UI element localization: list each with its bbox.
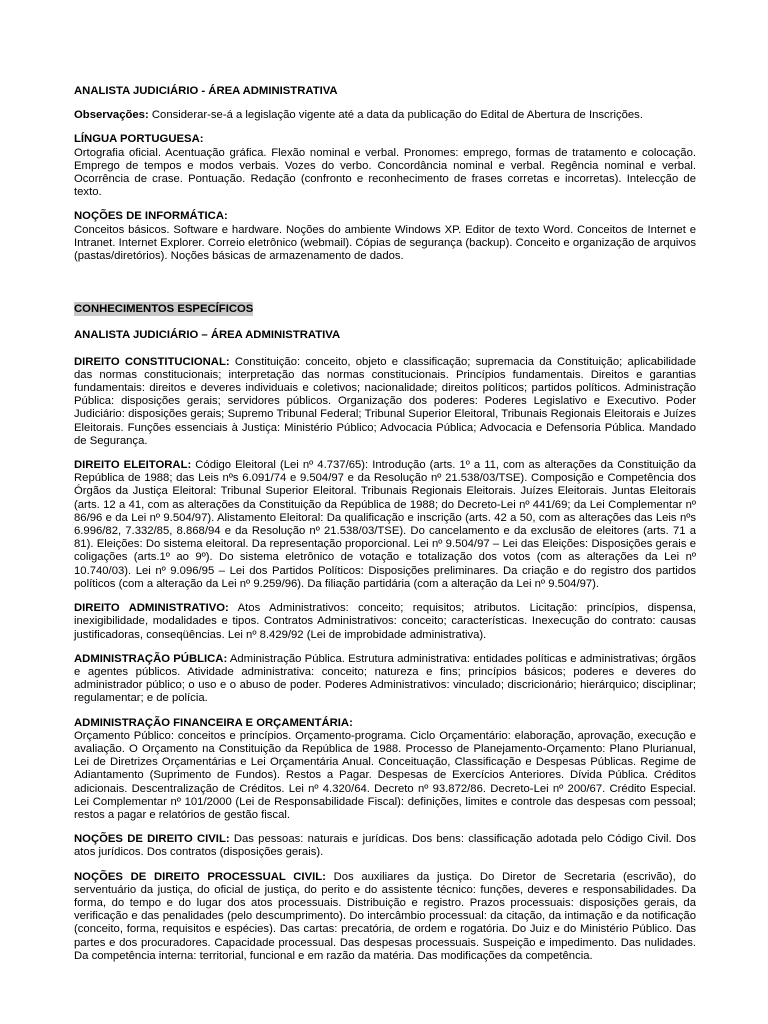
direito-administrativo-block (74, 602, 696, 642)
direito-eleitoral-block (74, 459, 696, 591)
direito-administrativo-text: Atos Administrativos: conceito; requisitos; atributos. Licitação: princípios, dispensa, inexigibilidade, modalidades e tipos. Contratos Administrativos: conceito; características. Inexecução do contrato: causas justificadoras, conseqüências. Lei nº 8.429/92 (Lei de improbidade administrativa). (74, 602, 696, 641)
direito-constitucional-block (74, 356, 696, 448)
direito-processual-civil-block (74, 871, 696, 963)
conhecimentos-highlight: CONHECIMENTOS ESPECÍFICOS (74, 303, 254, 316)
administracao-publica-text: Administração Pública. Estrutura administrativa: entidades políticas e administrativas; órgãos e agentes públicos. Atividade administrativa: conceito; natureza e fins; princípios básicos; poderes e deveres do administrador público; o uso e o abuso de poder. Poderes Administrativos: vinculado; discricionário; hierárquico; disciplinar; regulamentar; e de polícia. (74, 652, 696, 705)
direito-processual-civil-text: Dos auxiliares da justiça. Do Diretor de Secretaria (escrivão), do serventuário da justiça, do oficial de justiça, do perito e do assistente técnico: funções, deveres e responsabilidades. Da forma, do tempo e do lugar dos atos processuais. Distribuição e registro. Prazos processuais: disposições gerais, da verificação e das penalidades (pelo descumprimento). Do intercâmbio processual: da citação, da intimação e da notificação (conceito, forma, requisitos e espécies). Das cartas: precatória, de ordem e rogatória. Do Juiz e do Ministério Público. Das partes e dos procuradores. Capacidade processual. Das despesas processuais. Suspeição e impedimento. Das nulidades. Da competência interna: territorial, funcional e em razão da matéria. Das modificações da competência. (74, 870, 696, 962)
direito-civil-text: Das pessoas: naturais e jurídicas. Dos bens: classificação adotada pelo Código Civil. Dos atos jurídicos. Dos contratos (disposições gerais). (74, 833, 696, 859)
administracao-publica-block (74, 653, 696, 706)
lingua-heading: LÍNGUA PORTUGUESA: (74, 133, 204, 146)
administracao-publica-label: ADMINISTRAÇÃO PÚBLICA: (74, 652, 228, 665)
administracao-financeira-text: Orçamento Público: conceitos e princípios. Orçamento-programa. Ciclo Orçamentário: elaboração, aprovação, execução e avaliação. O Orçamento na Constituição da República de 1988. Processo de Planejamento-Orçamento: Plano Plurianual, Lei de Diretrizes Orçamentárias e Lei Orçamentária Anual. Conceituação, Classificação e Despesas Públicas. Regime de Adiantamento (Suprimento de Fundos). Restos a Pagar. Despesas de Exercícios Anteriores. Dívida Pública. Créditos adicionais. Descentralização de Créditos. Lei nº 4.320/64. Decreto nº 93.872/86. Decreto-Lei nº 200/67. Crédito Especial. Lei Complementar nº 101/2000 (Lei de Responsabilidade Fiscal): definições, limites e controle das despesas com pessoal; restos a pagar e relatórios de gestão fiscal. (74, 729, 696, 821)
page-title: ANALISTA JUDICIÁRIO - ÁREA ADMINISTRATIVA (74, 85, 338, 97)
direito-eleitoral-text: Código Eleitoral (Lei nº 4.737/65): Introdução (arts. 1º a 11, com as alterações da Constituição da República de 1988; das Leis nºs 6.091/74 e 9.504/97 e da Resolução nº 21.538/03/TSE). Composição e Competência dos Órgãos da Justiça Eleitoral: Tribunal Superior Eleitoral. Tribunais Regionais Eleitorais. Juízes Eleitorais. Juntas Eleitorais (arts. 12 a 41, com as alterações da Constituição da República de 1988; do Decreto-Lei nº 441/69; da Lei Complementar nº 86/96 e da Lei nº 9.504/97). Alistamento Eleitoral: Da qualificação e inscrição (arts. 42 a 50, com as alterações das Leis nºs 6.996/82, 7.332/85, 8.868/94 e da Resolução nº 21.538/03/TSE). Do cancelamento e da exclusão de eleitores (arts. 71 a 81). Eleições: Do sistema eleitoral. Da representação proporcional. Lei nº 9.504/97 – Lei das Eleições: Disposições gerais e coligações (arts.1º ao 9º). Do sistema eletrônico de votação e totalização dos votos (com as alterações da Lei nº 10.740/03). Lei nº 9.096/95 – Lei dos Partidos Políticos: Disposições preliminares. Da criação e do registro dos partidos políticos (com a alteração da Lei nº 9.259/96). Da filiação partidária (com a alteração da Lei nº 9.504/97). (74, 459, 696, 590)
administracao-financeira-block (74, 717, 696, 823)
administracao-financeira-label: ADMINISTRAÇÃO FINANCEIRA E ORÇAMENTÁRIA: (74, 716, 353, 729)
section-title: ANALISTA JUDICIÁRIO – ÁREA ADMINISTRATIVA (74, 329, 341, 342)
informatica-text: Conceitos básicos. Software e hardware. Noções do ambiente Windows XP. Editor de texto Word. Conceitos de Internet e Intranet. Internet Explorer. Correio eletrônico (webmail). Cópias de segurança (backup). Conceito e organização de arquivos (pastas/diretórios). Noções básicas de armazenamento de dados. (74, 223, 696, 263)
conhecimentos-heading (74, 303, 696, 316)
direito-civil-label: NOÇÕES DE DIREITO CIVIL: (74, 833, 230, 846)
direito-civil-block (74, 833, 696, 859)
direito-processual-civil-label: NOÇÕES DE DIREITO PROCESSUAL CIVIL: (74, 870, 326, 883)
direito-constitucional-text: Constituição: conceito, objeto e classificação; supremacia da Constituição; aplicabilidade das normas constitucionais; interpretação das normas constitucionais. Princípios fundamentais. Direitos e garantias fundamentais: direitos e deveres individuais e coletivos; nacionalidade; direitos políticos; partidos políticos. Administração Pública: disposições gerais; servidores públicos. Organização dos poderes: Poderes Legislativo e Executivo. Poder Judiciário: disposições gerais; Supremo Tribunal Federal; Tribunal Superior Eleitoral, Tribunais Regionais Eleitorais e Juízes Eleitorais. Funções essenciais à Justiça: Ministério Público; Advocacia Pública; Advocacia e Defensoria Pública. Mandado de Segurança. (74, 355, 696, 447)
observacoes-label: Observações: (74, 109, 149, 122)
direito-constitucional-label: DIREITO CONSTITUCIONAL: (74, 355, 230, 368)
direito-eleitoral-label: DIREITO ELEITORAL: (74, 459, 192, 472)
informatica-heading: NOÇÕES DE INFORMÁTICA: (74, 210, 228, 223)
lingua-text: Ortografia oficial. Acentuação gráfica. Flexão nominal e verbal. Pronomes: emprego, formas de tratamento e colocação. Emprego de tempos e modos verbais. Vozes do verbo. Concordância nominal e verbal. Regência nominal e verbal. Ocorrência de crase. Pontuação. Redação (confronto e reconhecimento de frases corretas e incorretas). Intelecção de texto. (74, 146, 696, 199)
direito-administrativo-label: DIREITO ADMINISTRATIVO: (74, 602, 229, 615)
observacoes-text: Considerar-se-á a legislação vigente até a data da publicação do Edital de Abertura de Inscrições. (148, 109, 643, 122)
observacoes-paragraph (74, 109, 696, 122)
